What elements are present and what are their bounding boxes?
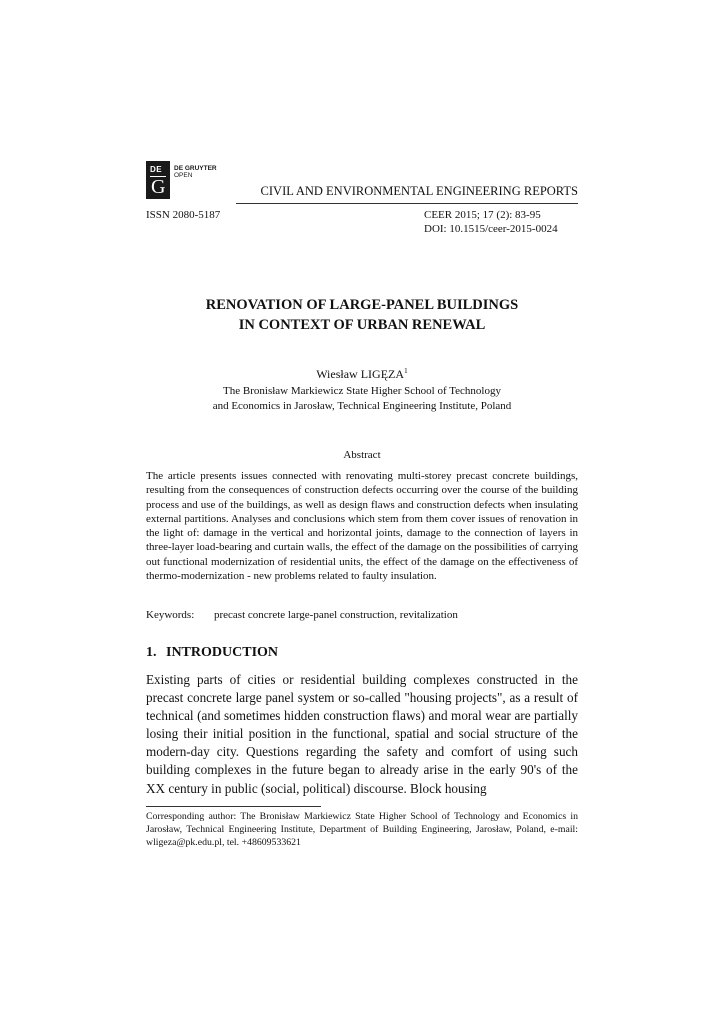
keywords	[146, 609, 578, 621]
doi: DOI: 10.1515/ceer-2015-0024	[424, 223, 558, 235]
de-gruyter-logo-mark	[146, 161, 170, 199]
publisher-name-line1: DE GRUYTER	[174, 165, 217, 172]
publisher-name	[174, 165, 254, 179]
article-title	[100, 295, 624, 335]
logo-de-text: DE	[150, 165, 163, 174]
logo-g-letter: G	[151, 176, 166, 198]
abstract-text: The article presents issues connected with renovating multi-storey precast concrete buildings, resulting from the consequences of construction defects occurring over the course of the building process and use of the buildings, as well as design flaws and construction defects when insulating external partitions. Analyses and conclusions which stem from them cover issues of renovation in the light of: damage in the vertical and horizontal joints, damage to the connection of layers in three-layer load-bearing and curtain walls, the effect of the damage on the possibilities of carrying out functional modernization of residential units, the effect of the damage on the effectiveness of thermo-modernization - new problems related to faulty insulation.	[146, 470, 578, 583]
section-heading	[146, 645, 278, 661]
citation: CEER 2015; 17 (2): 83-95	[424, 209, 541, 221]
affiliation-line-1: The Bronisław Markiewicz State Higher School of Technology	[223, 385, 501, 397]
footnote-text: Corresponding author: The Bronisław Markiewicz State Higher School of Technology and Economics in Jarosław, Technical Engineering Institute, Department of Building Engineering, Jarosław, Poland, e-mail: wligeza@pk.edu.pl, tel. +48609533621	[146, 811, 578, 848]
author	[100, 366, 624, 382]
author-footnote-mark: 1	[404, 366, 408, 375]
journal-name: CIVIL AND ENVIRONMENTAL ENGINEERING REPORTS	[260, 184, 578, 198]
affiliation	[100, 384, 624, 414]
keywords-value: precast concrete large-panel construction, revitalization	[214, 609, 458, 621]
footnote-rule	[146, 806, 321, 807]
keywords-label: Keywords:	[146, 609, 195, 621]
section-title: INTRODUCTION	[166, 645, 279, 660]
abstract-heading: Abstract	[343, 449, 381, 461]
affiliation-line-2: and Economics in Jarosław, Technical Engineering Institute, Poland	[212, 400, 512, 412]
header-rule	[236, 203, 578, 204]
issn: ISSN 2080-5187	[146, 209, 221, 221]
title-line-2: IN CONTEXT OF URBAN RENEWAL	[238, 317, 486, 333]
author-name: Wiesław LIGĘZA	[316, 367, 405, 381]
introduction-text: Existing parts of cities or residential building complexes constructed in the precast concrete large panel system or so-called "housing projects", as a result of technical (and sometimes hidden construction flaws) and moral wear are partially losing their initial position in the functional, spatial and social structure of the modern-day city. Questions regarding the safety and comfort of using such building complexes in the future began to already arise in the early 90's of the XX century in public (social, political) discourse. Block housing	[146, 672, 578, 796]
section-number: 1.	[146, 645, 157, 660]
title-line-1: RENOVATION OF LARGE-PANEL BUILDINGS	[205, 297, 519, 313]
publisher-name-line2: OPEN	[174, 172, 193, 179]
